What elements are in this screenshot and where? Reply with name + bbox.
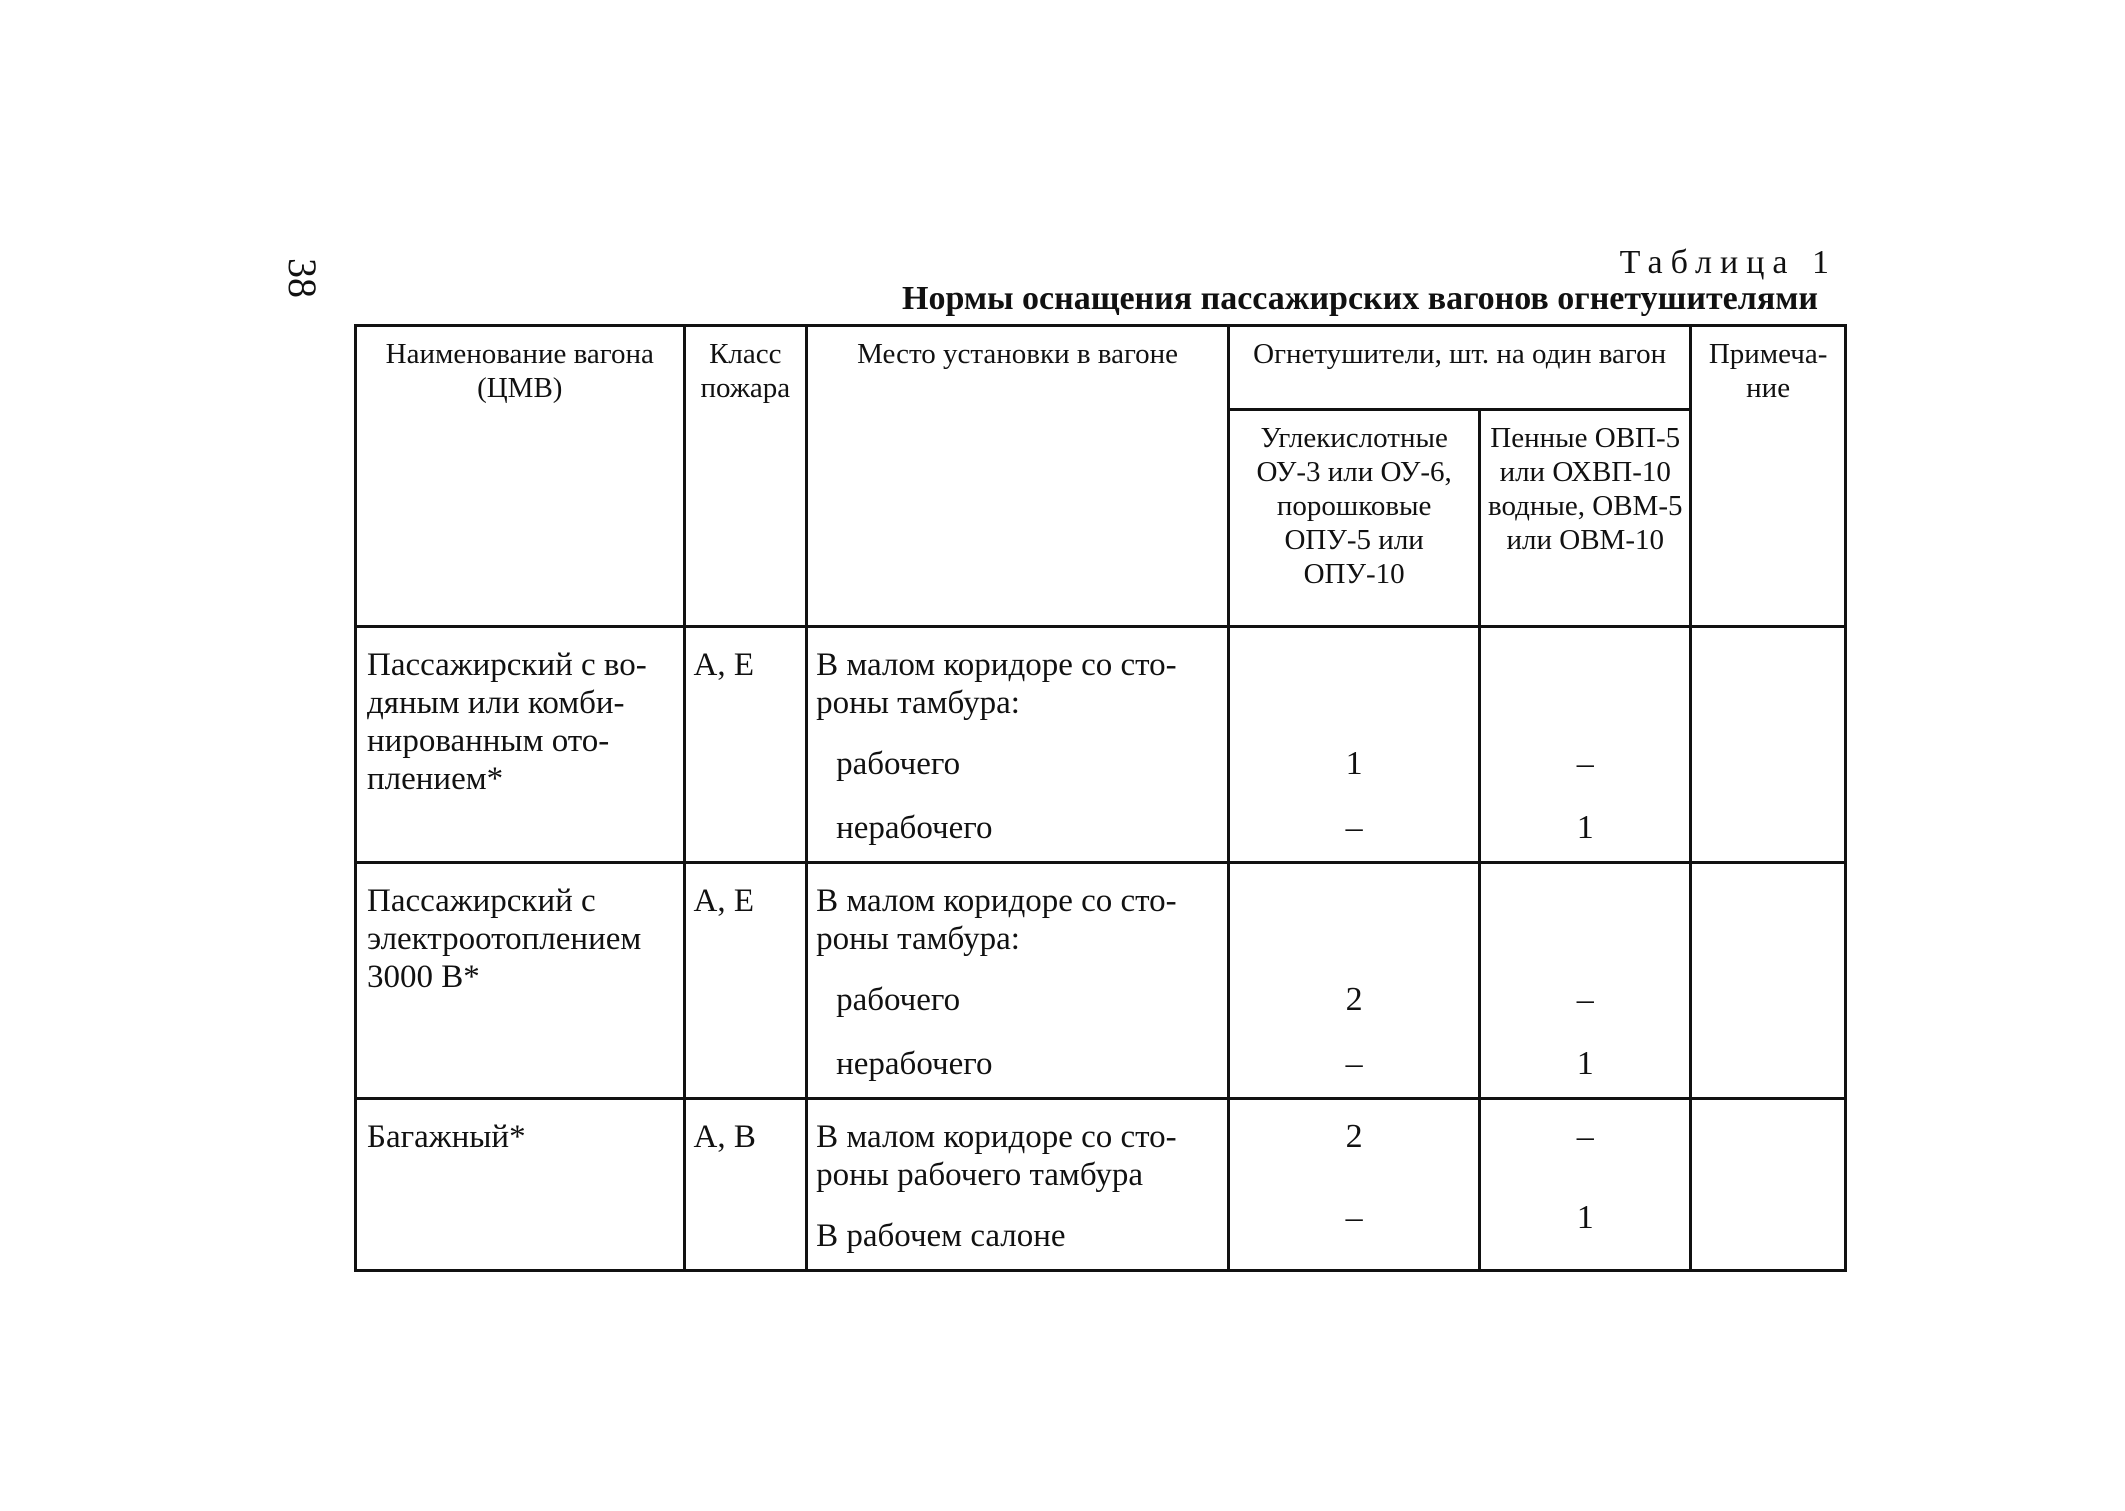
table-row bbox=[356, 863, 1846, 1099]
place-main: В малом коридоре со сто-роны рабочего тамбура bbox=[816, 1119, 1177, 1193]
foam-count-cell bbox=[1480, 1099, 1691, 1271]
place-sub: рабочего bbox=[836, 746, 961, 782]
extinguisher-norms-table bbox=[354, 324, 1847, 1272]
note-cell bbox=[1691, 863, 1846, 1099]
co2-count: 1 bbox=[1345, 745, 1363, 782]
note-cell bbox=[1691, 627, 1846, 863]
place-cell bbox=[807, 863, 1229, 1099]
fire-class: А, Е bbox=[684, 863, 807, 1099]
place-cell bbox=[807, 627, 1229, 863]
foam-count: 1 bbox=[1576, 1045, 1594, 1082]
place-sub: рабочего bbox=[836, 982, 961, 1018]
header-foam-extinguishers: Пенные ОВП-5 или ОХВП-10 водные, ОВМ-5 или ОВМ-10 bbox=[1480, 410, 1691, 627]
foam-count: – bbox=[1576, 745, 1594, 782]
place-sub: нерабочего bbox=[836, 810, 993, 846]
fire-class: А, Е bbox=[684, 627, 807, 863]
table-title: Нормы оснащения пассажирских вагонов огнетушителями bbox=[902, 280, 1818, 317]
foam-count-cell bbox=[1480, 627, 1691, 863]
co2-count-cell bbox=[1229, 863, 1480, 1099]
header-place: Место установки в вагоне bbox=[807, 326, 1229, 627]
header-note: Примеча-ние bbox=[1691, 326, 1846, 627]
co2-count: – bbox=[1345, 1045, 1363, 1082]
place-cell bbox=[807, 1099, 1229, 1271]
note-cell bbox=[1691, 1099, 1846, 1271]
header-extinguishers: Огнетушители, шт. на один вагон bbox=[1229, 326, 1691, 410]
place-main: В малом коридоре со сто-роны тамбура: bbox=[816, 883, 1177, 957]
table-row bbox=[356, 1099, 1846, 1271]
co2-count: – bbox=[1345, 809, 1363, 846]
co2-count-cell bbox=[1229, 627, 1480, 863]
place-main: В малом коридоре со сто-роны тамбура: bbox=[816, 647, 1177, 721]
co2-count: – bbox=[1345, 1199, 1363, 1236]
foam-count: – bbox=[1576, 1118, 1594, 1155]
foam-count: – bbox=[1576, 981, 1594, 1018]
foam-count: 1 bbox=[1576, 1199, 1594, 1236]
co2-count: 2 bbox=[1345, 981, 1363, 1018]
place-sub: нерабочего bbox=[836, 1046, 993, 1082]
fire-class: А, В bbox=[684, 1099, 807, 1271]
foam-count: 1 bbox=[1576, 809, 1594, 846]
header-name: Наименование вагона (ЦМВ) bbox=[356, 326, 685, 627]
wagon-name: Пассажирский с во-дяным или комби-нированным ото-плением* bbox=[356, 627, 685, 863]
header-fire-class: Класс пожара bbox=[684, 326, 807, 627]
wagon-name: Багажный* bbox=[356, 1099, 685, 1271]
co2-count-cell bbox=[1229, 1099, 1480, 1271]
co2-count: 2 bbox=[1345, 1118, 1363, 1155]
header-co2-extinguishers: Углекислотные ОУ-3 или ОУ-6, порошковые ОПУ-5 или ОПУ-10 bbox=[1229, 410, 1480, 627]
wagon-name: Пассажирский с электроотоплением 3000 В* bbox=[356, 863, 685, 1099]
place-line: В рабочем салоне bbox=[816, 1218, 1066, 1254]
table-row bbox=[356, 627, 1846, 863]
table-label: Таблица 1 bbox=[1619, 244, 1837, 281]
page-number: 38 bbox=[280, 258, 325, 298]
header-row bbox=[356, 326, 1846, 410]
foam-count-cell bbox=[1480, 863, 1691, 1099]
